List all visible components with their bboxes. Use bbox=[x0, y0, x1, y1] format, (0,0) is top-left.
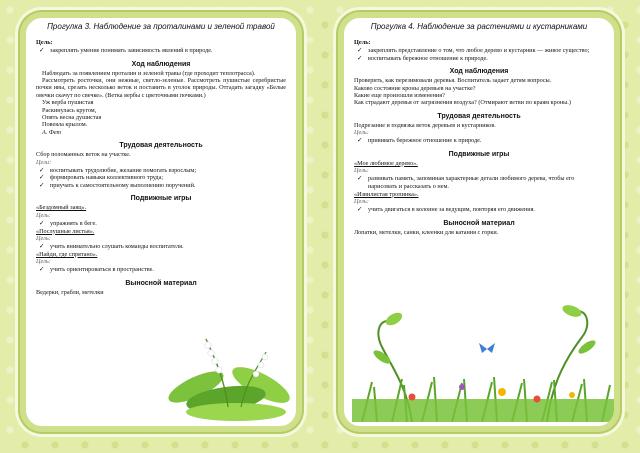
poem-author: А. Фет bbox=[42, 128, 61, 136]
game-goal: ✓ учить ориентироваться в пространстве. bbox=[39, 266, 154, 274]
work-goal-item: ✓ прививать бережное отношение к природе. bbox=[357, 137, 482, 145]
work-heading: Трудовая деятельность bbox=[437, 112, 521, 120]
check-icon: ✓ bbox=[39, 47, 45, 54]
left-page bbox=[20, 12, 302, 432]
page-title: Прогулка 3. Наблюдение за проталинами и зеленой травой bbox=[47, 22, 275, 31]
check-icon: ✓ bbox=[39, 266, 45, 274]
check-icon: ✓ bbox=[357, 54, 363, 62]
right-page bbox=[338, 12, 620, 432]
work-text: Сбор поломанных веток на участке. bbox=[36, 151, 131, 159]
check-icon: ✓ bbox=[39, 243, 45, 251]
check-icon: ✓ bbox=[39, 174, 45, 182]
poem-line: Опять весна душистая bbox=[42, 114, 102, 122]
check-icon: ✓ bbox=[39, 181, 45, 189]
check-icon: ✓ bbox=[357, 137, 363, 145]
work-goal-item: ✓ приучать к самостоятельному выполнению поручений. bbox=[39, 181, 196, 189]
observation-paragraph: Рассмотреть росточки, они нежные, светло-зеленые. Рассмотреть пушистые серебристые почки ивы, срезать несколько веток и поставить в уголок природы. Отгадать загадку «Белые овечки скачут по свечке». (Ветка вербы с цветочными почками.) bbox=[36, 77, 286, 99]
game-name: «Мое любимое дерево». bbox=[354, 159, 418, 167]
goal-label: Цель: bbox=[354, 39, 371, 46]
goal-item: ✓ закреплять представление о том, что любое дерево и кустарник — живое существо; bbox=[357, 47, 590, 54]
game-name: «Извилистая тропинка». bbox=[354, 190, 419, 198]
poem-line: Повеяла крылом. bbox=[42, 121, 88, 129]
games-heading: Подвижные игры bbox=[130, 195, 192, 203]
game-goal: ✓ учить двигаться в колонне за ведущим, повторяя его движения. bbox=[357, 206, 535, 214]
check-icon: ✓ bbox=[39, 220, 45, 228]
page-title: Прогулка 4. Наблюдение за растениями и кустарниками bbox=[370, 22, 588, 31]
poem-line: Уж верба пушистая bbox=[42, 99, 94, 107]
material-heading: Выносной материал bbox=[125, 280, 197, 287]
lily-of-the-valley-illustration bbox=[166, 327, 296, 422]
observation-heading: Ход наблюдения bbox=[449, 68, 509, 76]
goal-item: ✓ воспитывать бережное отношение к природе. bbox=[357, 54, 488, 62]
game-goal: ✓ развивать память, запоминая характерные детали любимого дерева, чтобы его нарисовать и рассказать о нем. bbox=[357, 175, 575, 190]
work-goal-label: Цели: bbox=[36, 158, 52, 166]
material-text: Лопатки, метелки, санки, клеенки для катания с горки. bbox=[354, 228, 499, 236]
work-heading: Трудовая деятельность bbox=[119, 142, 203, 150]
goal-label: Цель: bbox=[36, 39, 53, 46]
game-name: «Бездомный заяц». bbox=[36, 204, 87, 212]
game-goal-label: Цель: bbox=[354, 167, 369, 175]
game-goal-label: Цель: bbox=[354, 198, 369, 206]
check-icon: ✓ bbox=[357, 47, 363, 54]
games-heading: Подвижные игры bbox=[448, 150, 510, 158]
observation-paragraph: Какие еще произошли изменения? bbox=[354, 92, 445, 99]
material-heading: Выносной материал bbox=[443, 219, 515, 227]
work-text: Подрезание и подвязка веток деревьев и кустарников. bbox=[354, 121, 496, 129]
check-icon: ✓ bbox=[357, 175, 363, 183]
work-goal-label: Цель: bbox=[354, 129, 369, 137]
observation-heading: Ход наблюдения bbox=[131, 60, 191, 68]
spring-grass-illustration bbox=[352, 287, 617, 422]
game-goal-label: Цель: bbox=[36, 258, 51, 266]
check-icon: ✓ bbox=[39, 166, 45, 174]
game-goal: ✓ упражнять в беге. bbox=[39, 220, 97, 228]
observation-paragraph: Как страдают деревья от загрязнения воздуха? (Отмирают ветви по краям кроны.) bbox=[354, 99, 571, 107]
check-icon: ✓ bbox=[357, 206, 363, 214]
observation-paragraph: Каково состояние кроны деревьев на участке? bbox=[354, 84, 476, 92]
butterfly-icon bbox=[479, 343, 495, 353]
game-goal-label: Цель: bbox=[36, 212, 51, 220]
observation-paragraph: Наблюдать за появлением проталин и зеленой травы (где проходит теплотрасса). bbox=[42, 69, 256, 77]
game-goal: ✓ учить внимательно слушать команды воспитателя. bbox=[39, 243, 184, 251]
material-text: Ведерки, грабли, метелки bbox=[36, 289, 104, 296]
work-goal-item: ✓ формировать навыки коллективного труда; bbox=[39, 174, 164, 182]
game-goal-label: Цель: bbox=[36, 235, 51, 243]
goal-item: ✓ закреплять умение понимать зависимость явлений в природе. bbox=[39, 47, 213, 54]
poem-line: Раскинулась кругом, bbox=[42, 106, 97, 114]
game-name: «Найди, где спрятано». bbox=[36, 250, 98, 258]
work-goal-item: ✓ воспитывать трудолюбие, желание помогать взрослым; bbox=[39, 166, 197, 174]
observation-paragraph: Проверить, как перезимовали деревья. Воспитатель задает детям вопросы. bbox=[354, 77, 552, 85]
game-name: «Послушные листья». bbox=[36, 227, 95, 235]
